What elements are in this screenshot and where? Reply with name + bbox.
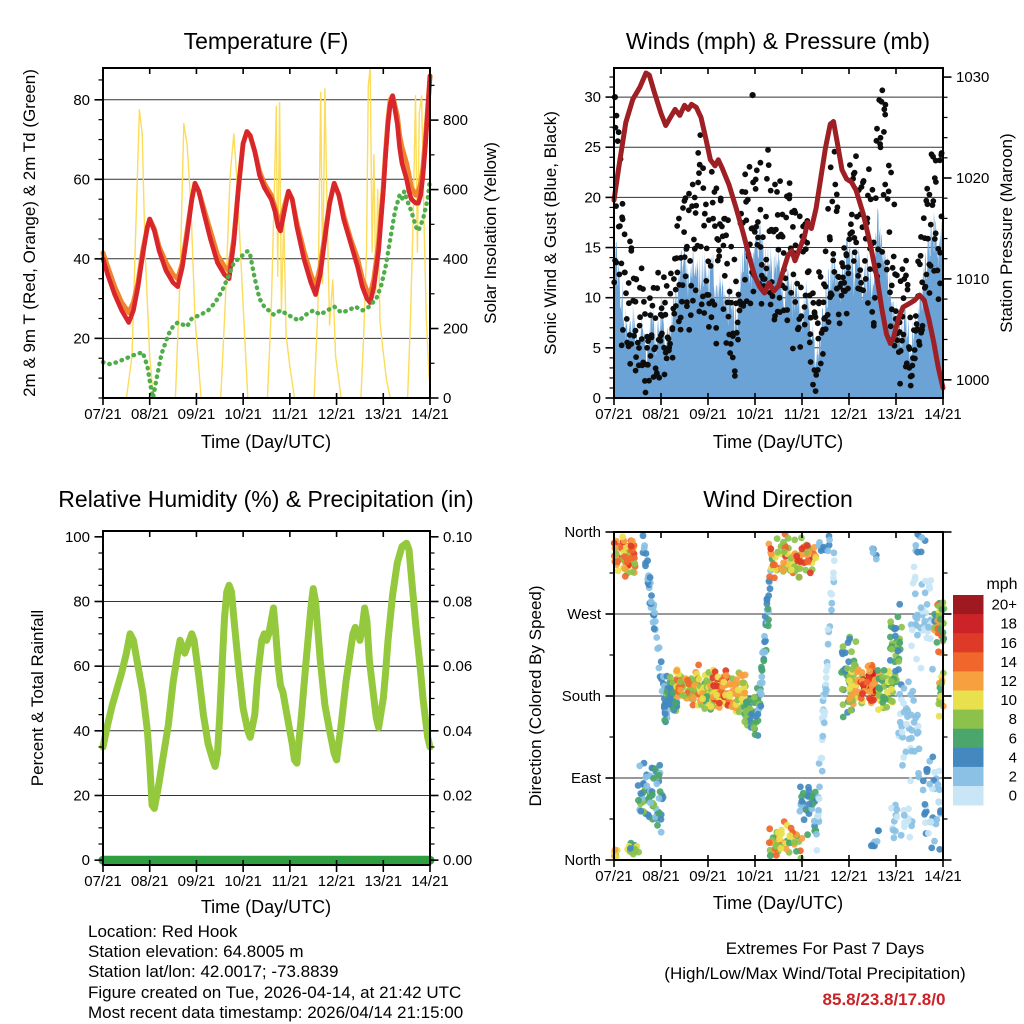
pressure-right-axis-label: Station Pressure (Maroon) [997, 133, 1016, 333]
svg-text:0: 0 [592, 390, 601, 407]
svg-text:40: 40 [73, 250, 90, 268]
svg-text:10/21: 10/21 [736, 868, 774, 885]
svg-text:South: South [561, 688, 601, 705]
svg-text:14/21: 14/21 [411, 873, 449, 890]
svg-text:8: 8 [1008, 711, 1017, 729]
svg-text:20: 20 [584, 189, 601, 207]
rh-precip-panel [65, 529, 472, 890]
temperature-panel [73, 68, 468, 423]
svg-text:14/21: 14/21 [411, 406, 449, 423]
svg-text:2: 2 [1008, 768, 1017, 786]
svg-text:07/21: 07/21 [84, 873, 122, 890]
solar-right-axis-label: Solar Insolation (Yellow) [481, 142, 500, 324]
figure-created-line: Figure created on Tue, 2026-04-14, at 21:42 UTC [88, 982, 462, 1002]
svg-text:80: 80 [73, 593, 90, 611]
rh-xaxis-label: Time (Day/UTC) [200, 897, 332, 917]
svg-text:12/21: 12/21 [317, 406, 356, 423]
svg-text:10/21: 10/21 [736, 406, 774, 423]
svg-text:North: North [564, 852, 601, 869]
svg-text:15: 15 [584, 239, 601, 257]
svg-text:08/21: 08/21 [642, 868, 680, 885]
winds-pressure-panel-title: Winds (mph) & Pressure (mb) [625, 28, 931, 54]
svg-text:13/21: 13/21 [877, 406, 915, 423]
data-timestamp-line: Most recent data timestamp: 2026/04/14 21:15:00 [88, 1002, 464, 1022]
svg-text:5: 5 [592, 339, 601, 357]
extremes-subtitle: (High/Low/Max Wind/Total Precipitation) [664, 964, 966, 983]
svg-text:80: 80 [73, 91, 90, 109]
svg-text:14/21: 14/21 [924, 868, 962, 885]
svg-text:20+: 20+ [991, 596, 1017, 614]
svg-text:10/21: 10/21 [224, 406, 262, 423]
temperature-panel-title: Temperature (F) [183, 28, 349, 54]
svg-text:07/21: 07/21 [84, 406, 122, 423]
svg-text:600: 600 [443, 181, 469, 199]
svg-text:0.06: 0.06 [443, 658, 473, 676]
latlon-line: Station lat/lon: 42.0017; -73.8839 [88, 962, 339, 982]
svg-text:08/21: 08/21 [130, 873, 169, 890]
svg-text:14: 14 [1000, 653, 1017, 671]
svg-text:09/21: 09/21 [177, 406, 216, 423]
svg-text:16: 16 [1000, 634, 1017, 652]
svg-text:30: 30 [584, 89, 601, 107]
svg-text:14/21: 14/21 [924, 406, 962, 423]
svg-text:09/21: 09/21 [177, 873, 216, 890]
speed-colorbar [953, 576, 1018, 806]
svg-text:25: 25 [584, 139, 601, 157]
svg-text:1030: 1030 [956, 69, 990, 87]
svg-text:0: 0 [443, 390, 452, 407]
wind-direction-panel-title: Wind Direction [703, 486, 853, 512]
rh-left-axis-label: Percent & Total Rainfall [28, 609, 47, 787]
svg-text:6: 6 [1008, 730, 1017, 748]
svg-text:mph: mph [986, 576, 1018, 593]
svg-text:20: 20 [73, 787, 90, 805]
svg-text:09/21: 09/21 [689, 868, 727, 885]
svg-text:North: North [564, 524, 601, 541]
svg-text:400: 400 [443, 251, 469, 269]
svg-text:10/21: 10/21 [224, 873, 262, 890]
svg-text:11/21: 11/21 [783, 406, 821, 423]
svg-text:0: 0 [1008, 787, 1017, 805]
svg-text:0.08: 0.08 [443, 593, 473, 611]
elevation-line: Station elevation: 64.8005 m [88, 942, 304, 962]
svg-text:10: 10 [584, 289, 601, 307]
temperature-xaxis-label: Time (Day/UTC) [200, 432, 332, 452]
wind-direction-xaxis-label: Time (Day/UTC) [712, 893, 844, 913]
svg-text:18: 18 [1000, 615, 1017, 633]
relative_humidity_green [103, 543, 430, 808]
svg-text:0.10: 0.10 [443, 528, 473, 546]
svg-text:13/21: 13/21 [877, 868, 915, 885]
svg-text:40: 40 [73, 722, 90, 740]
svg-text:100: 100 [64, 528, 90, 546]
wind-left-axis-label: Sonic Wind & Gust (Blue, Black) [541, 111, 560, 355]
svg-text:07/21: 07/21 [595, 406, 633, 423]
rh-precip-panel-title: Relative Humidity (%) & Precipitation (in) [58, 486, 474, 512]
temperature-left-axis-label: 2m & 9m T (Red, Orange) & 2m Td (Green) [20, 69, 39, 397]
svg-text:4: 4 [1008, 749, 1017, 767]
location-line: Location: Red Hook [88, 922, 238, 941]
svg-text:11/21: 11/21 [271, 873, 309, 890]
svg-text:12: 12 [1000, 672, 1017, 690]
svg-text:1000: 1000 [956, 371, 990, 389]
svg-text:08/21: 08/21 [642, 406, 680, 423]
svg-text:0: 0 [81, 852, 90, 870]
svg-text:20: 20 [73, 330, 90, 348]
winds-pressure-panel [584, 68, 989, 423]
winds-xaxis-label: Time (Day/UTC) [712, 432, 844, 452]
svg-text:1020: 1020 [956, 170, 990, 187]
svg-text:12/21: 12/21 [830, 868, 868, 885]
svg-text:08/21: 08/21 [130, 406, 169, 423]
station-info-block [88, 922, 463, 1023]
svg-text:0.00: 0.00 [443, 852, 473, 870]
extremes-title: Extremes For Past 7 Days [725, 939, 925, 958]
svg-text:200: 200 [443, 320, 469, 338]
svg-text:West: West [567, 606, 601, 623]
svg-text:12/21: 12/21 [317, 873, 356, 890]
svg-text:09/21: 09/21 [689, 406, 727, 423]
svg-text:800: 800 [443, 112, 469, 130]
svg-text:0.04: 0.04 [443, 722, 473, 740]
wind-direction-panel [562, 524, 962, 885]
svg-text:11/21: 11/21 [783, 868, 821, 885]
direction-left-axis-label: Direction (Colored By Speed) [526, 585, 545, 807]
svg-text:13/21: 13/21 [364, 873, 403, 890]
extremes-value: 85.8/23.8/17.8/0 [822, 990, 946, 1009]
svg-text:60: 60 [73, 171, 90, 189]
svg-text:East: East [570, 770, 601, 787]
svg-text:60: 60 [73, 658, 90, 676]
svg-text:10: 10 [1000, 692, 1017, 710]
svg-text:11/21: 11/21 [271, 406, 309, 423]
svg-text:13/21: 13/21 [364, 406, 403, 423]
svg-text:1010: 1010 [956, 270, 990, 288]
svg-text:07/21: 07/21 [595, 868, 633, 885]
svg-text:12/21: 12/21 [830, 406, 868, 423]
svg-text:0.02: 0.02 [443, 787, 473, 805]
